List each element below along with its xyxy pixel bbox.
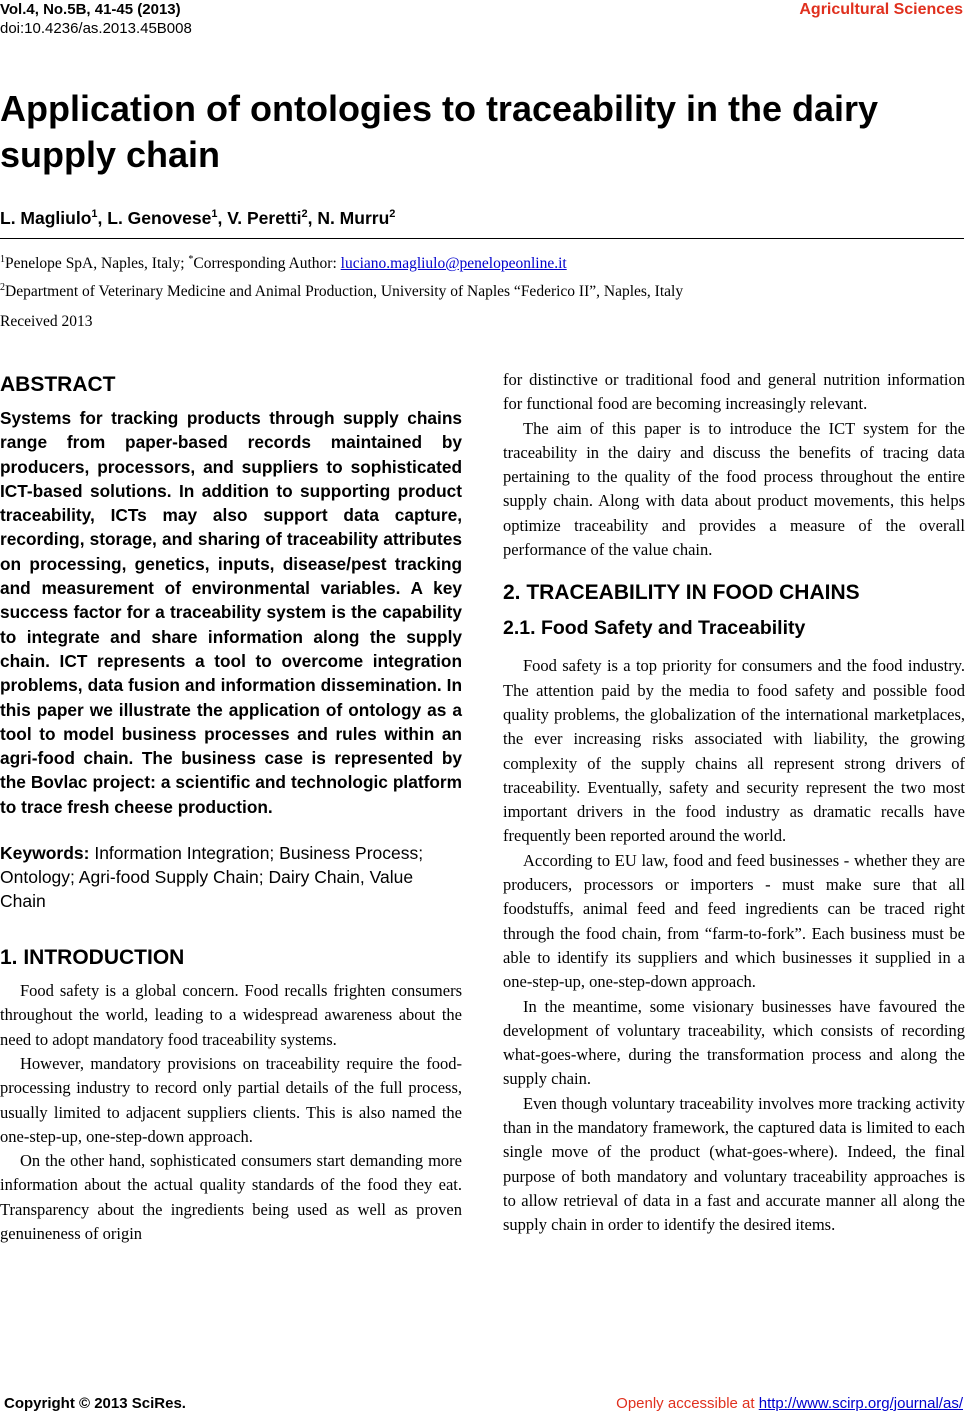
subsection-2-1-heading: 2.1. Food Safety and Traceability [503,617,806,640]
affiliation-1: $^1$Penelope SpA, Naples, Italy; *Corresponding Author: luciano.magliulo@penelopeonline.it [0,254,567,273]
intro-paragraph-3-continued: for distinctive or traditional food and general nutrition information for functional food are becoming increasingly relevant. [503,370,965,414]
author-affiliation-mark: 1 [211,208,218,221]
abstract-heading: ABSTRACT [0,373,116,396]
right-column [503,368,965,1238]
left-column [0,368,462,1246]
intro-paragraph-2: However, mandatory provisions on traceability require the food-processing industry to record only partial details of the full process, usually limited to adjacent suppliers clients. This is also named the one-step-up, one-step-down approach. [0,1053,462,1146]
received-date: Received 2013 [0,313,93,330]
running-header [0,0,192,38]
author-affiliation-mark: 2 [301,208,308,221]
affiliations [0,248,683,304]
author-name: L. Magliulo [0,208,92,228]
affiliation-2: $^2$Department of Veterinary Medicine and Animal Production, University of Naples “Federico II”, Naples, Italy [0,282,684,301]
journal-name: Agricultural Sciences [799,1,963,18]
author-list: L. Magliulo$^1$, L. Genovese$^1$, V. Peretti$^2$, N. Murru$^2$ [0,208,396,228]
abstract-text: Systems for tracking products through supply chains range from paper-based records maintained by producers, processors, and suppliers to sophisticated ICT-based solutions. In addition to supporting product traceability, ICTs may also support data capture, recording, storage, and sharing of traceability attributes on processing, genetics, inputs, disease/pest tracking and measurement of environmental variables. A key success factor for a traceability system is the capability to integrate and share information along the supply chain. ICT represents a tool to overcome integration problems, data fusion and information dissemination. In this paper we illustrate the application of ontology as a tool to model business processes and rules within an agri-food chain. The business case is represented by the Bovlac project: a scientific and technologic platform to trace fresh cheese production. [0,408,462,817]
author-name: V. Peretti [227,208,302,228]
author-name: N. Murru [317,208,390,228]
header-divider [0,238,964,239]
intro-paragraph-1: Food safety is a global concern. Food recalls frighten consumers throughout the world, leading to a widespread awareness about the need to adopt mandatory food traceability systems. [0,981,462,1049]
author-name: L. Genovese [107,208,212,228]
section-2-paragraph-3: In the meantime, some visionary businesses have favoured the development of voluntary traceability, which consists of recording what-goes-where, during the transformation process and along the supply chain. [503,996,965,1089]
volume-info: Vol.4, No.5B, 41-45 (2013) [0,1,181,18]
corresponding-email-link[interactable]: luciano.magliulo@penelopeonline.it [340,255,567,273]
section-2-paragraph-2: According to EU law, food and feed businesses - whether they are producers, processors or importers - must make sure that all foodstuffs, animal feed and feed ingredients can be traced right through the food chain, from “farm-to-fork”. Each business must be able to identify its suppliers and which businesses it supplied in a one-step-up, one-step-down approach. [503,850,965,992]
section-2-heading: 2. TRACEABILITY IN FOOD CHAINS [503,581,860,605]
copyright-notice: Copyright © 2013 SciRes. [4,1395,186,1412]
journal-url-link[interactable]: http://www.scirp.org/journal/as/ [758,1395,963,1412]
doi: doi:10.4236/as.2013.45B008 [0,20,192,37]
section-2-paragraph-1: Food safety is a top priority for consumers and the food industry. The attention paid by the media to food safety and possible food quality problems, the globalization of the international marketplaces, the ever increasing risks associated with liability, the growing complexity of the supply chains all represent strong drivers of traceability. Eventually, safety and security represent the two most important drivers in the food industry as dramatic recalls have frequently been reported around the world. [503,656,965,846]
keywords-label: Keywords: [0,843,90,864]
author-affiliation-mark: 2 [389,208,396,221]
open-access-notice: Openly accessible at http://www.scirp.org/journal/as/ [616,1395,963,1412]
introduction-heading: 1. INTRODUCTION [0,946,185,970]
paper-title: Application of ontologies to traceability in the dairy supply chain [0,88,879,175]
author-affiliation-mark: 1 [91,208,98,221]
keywords-text: Information Integration; Business Process; Ontology; Agri-food Supply Chain; Dairy Chain, Value Chain [0,843,424,912]
keywords [0,841,462,913]
section-2-paragraph-4: Even though voluntary traceability involves more tracking activity than in the mandatory framework, the captured data is limited to each single move of the product (what-goes-where). Indeed, the final purpose of both mandatory and voluntary traceability approaches is to allow retrieval of data in a fast and accurate manner all along the supply chain in order to identify the desired items. [503,1093,965,1235]
intro-paragraph-4: The aim of this paper is to introduce the ICT system for the traceability in the dairy and discuss the benefits of tracing data pertaining to the quality of the food process throughout the entire supply chain. Along with data about product movements, this helps optimize traceability and provides a measure of the overall performance of the value chain. [503,418,965,560]
intro-paragraph-3: On the other hand, sophisticated consumers start demanding more information about the actual quality standards of the food they eat. Transparency about the ingredients being used as well as proven genuineness of origin [0,1151,462,1244]
